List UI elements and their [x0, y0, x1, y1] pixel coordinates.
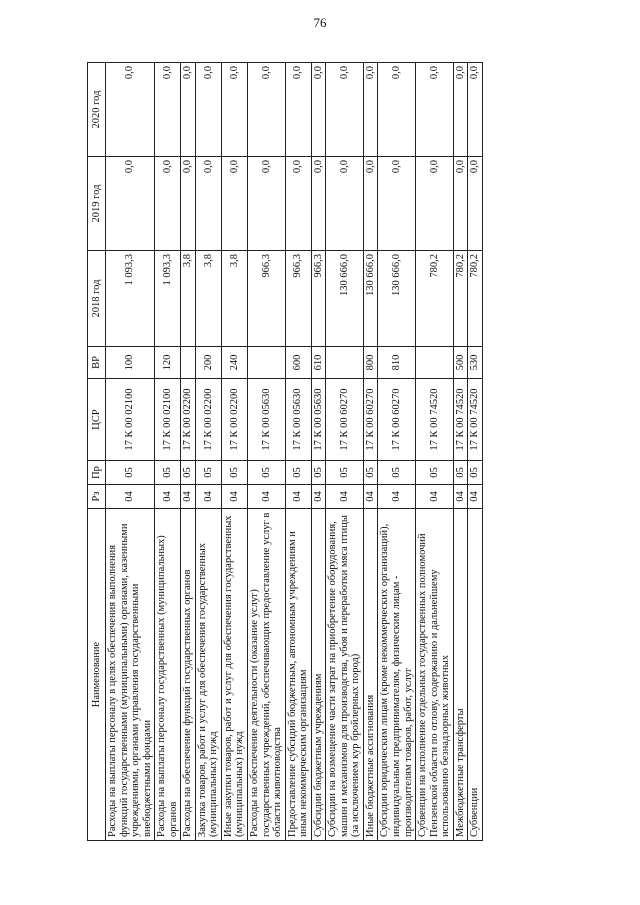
row-2019-cell: 0,0 — [195, 157, 221, 251]
page-number: 76 — [313, 15, 327, 30]
row-rz-cell: 04 — [155, 485, 181, 509]
row-2019-cell: 0,0 — [106, 157, 155, 251]
row-name-cell: Субвенции на исполнение отдельных государственных полномочий Пензенской области по отлову, содержанию и дальнейшему использованию безнадзорных животных — [416, 509, 454, 841]
row-rz-cell: 04 — [378, 485, 416, 509]
row-pr-cell: 05 — [248, 461, 286, 485]
row-pr-cell: 05 — [378, 461, 416, 485]
row-2019-cell: 0,0 — [221, 157, 247, 251]
row-vr-cell: 120 — [155, 347, 181, 379]
table-row — [285, 63, 311, 841]
row-rz-cell: 04 — [221, 485, 247, 509]
table-row — [416, 63, 454, 841]
row-2018-cell: 3,8 — [181, 251, 196, 347]
table-body — [106, 63, 483, 841]
row-rz-cell: 04 — [285, 485, 311, 509]
row-2019-cell: 0,0 — [181, 157, 196, 251]
row-name-cell: Субсидии на возмещение части затрат на приобретение оборудования, машин и механизмов для производства, убоя и переработки мяса птицы (за исключением кур бройлерных пород) — [326, 509, 364, 841]
row-csr-cell: 17 К 00 02200 — [221, 379, 247, 461]
row-pr-cell: 05 — [363, 461, 378, 485]
row-rz-cell: 04 — [195, 485, 221, 509]
header-2020: 2020 год — [88, 63, 106, 157]
row-pr-cell: 05 — [311, 461, 326, 485]
row-csr-cell: 17 К 00 05630 — [285, 379, 311, 461]
row-name-cell: Закупка товаров, работ и услуг для обеспечения государственных (муниципальных) нужд — [195, 509, 221, 841]
row-2020-cell: 0,0 — [378, 63, 416, 157]
rotated-table-container — [87, 63, 547, 841]
row-pr-cell: 05 — [416, 461, 454, 485]
row-name-cell: Предоставление субсидий бюджетным, автономным учреждениям и иным некоммерческим организациям — [285, 509, 311, 841]
row-csr-cell: 17 К 00 74520 — [468, 379, 483, 461]
row-csr-cell: 17 К 00 02100 — [106, 379, 155, 461]
row-csr-cell: 17 К 00 05630 — [248, 379, 286, 461]
row-rz-cell: 04 — [181, 485, 196, 509]
row-2020-cell: 0,0 — [195, 63, 221, 157]
row-vr-cell — [181, 347, 196, 379]
row-name-cell: Субсидии бюджетным учреждениям — [311, 509, 326, 841]
row-csr-cell: 17 К 00 60270 — [326, 379, 364, 461]
row-2018-cell: 130 666,0 — [326, 251, 364, 347]
table-row — [311, 63, 326, 841]
row-vr-cell: 240 — [221, 347, 247, 379]
header-name: Наименование — [88, 509, 106, 841]
row-vr-cell: 810 — [378, 347, 416, 379]
row-pr-cell: 05 — [326, 461, 364, 485]
row-2018-cell: 966,3 — [311, 251, 326, 347]
table-row — [181, 63, 196, 841]
row-2018-cell: 966,3 — [285, 251, 311, 347]
row-name-cell: Расходы на выплаты персоналу государственных (муниципальных) органов — [155, 509, 181, 841]
row-name-cell: Иные бюджетные ассигнования — [363, 509, 378, 841]
row-pr-cell: 05 — [195, 461, 221, 485]
row-csr-cell: 17 К 00 05630 — [311, 379, 326, 461]
row-2019-cell: 0,0 — [155, 157, 181, 251]
row-pr-cell: 05 — [155, 461, 181, 485]
row-pr-cell: 05 — [453, 461, 468, 485]
row-2019-cell: 0,0 — [311, 157, 326, 251]
row-pr-cell: 05 — [106, 461, 155, 485]
row-vr-cell: 600 — [285, 347, 311, 379]
table-row — [221, 63, 247, 841]
row-2020-cell: 0,0 — [416, 63, 454, 157]
row-2018-cell: 780,2 — [468, 251, 483, 347]
row-vr-cell: 530 — [468, 347, 483, 379]
table-row — [378, 63, 416, 841]
row-2018-cell: 3,8 — [221, 251, 247, 347]
row-csr-cell: 17 К 00 60270 — [378, 379, 416, 461]
row-2020-cell: 0,0 — [155, 63, 181, 157]
header-row — [88, 63, 106, 841]
header-pr: Пр — [88, 461, 106, 485]
header-rz: Рз — [88, 485, 106, 509]
row-2019-cell: 0,0 — [248, 157, 286, 251]
table-row — [106, 63, 155, 841]
row-vr-cell — [248, 347, 286, 379]
row-2020-cell: 0,0 — [285, 63, 311, 157]
row-2020-cell: 0,0 — [326, 63, 364, 157]
row-2018-cell: 130 666,0 — [363, 251, 378, 347]
row-2019-cell: 0,0 — [326, 157, 364, 251]
row-rz-cell: 04 — [416, 485, 454, 509]
table-row — [195, 63, 221, 841]
row-vr-cell: 610 — [311, 347, 326, 379]
table-row — [363, 63, 378, 841]
row-2020-cell: 0,0 — [221, 63, 247, 157]
row-2019-cell: 0,0 — [453, 157, 468, 251]
row-name-cell: Субвенции — [468, 509, 483, 841]
row-name-cell: Субсидии юридическим лицам (кроме некоммерческих организаций), индивидуальным предпринимателям, физическим лицам - производителям товаров, работ, услуг — [378, 509, 416, 841]
row-2018-cell: 3,8 — [195, 251, 221, 347]
row-pr-cell: 05 — [285, 461, 311, 485]
row-rz-cell: 04 — [468, 485, 483, 509]
row-name-cell: Расходы на обеспечение функций государственных органов — [181, 509, 196, 841]
row-2020-cell: 0,0 — [181, 63, 196, 157]
row-csr-cell: 17 К 00 74520 — [416, 379, 454, 461]
row-2019-cell: 0,0 — [363, 157, 378, 251]
row-rz-cell: 04 — [363, 485, 378, 509]
row-2018-cell: 966,3 — [248, 251, 286, 347]
row-2020-cell: 0,0 — [106, 63, 155, 157]
row-2020-cell: 0,0 — [453, 63, 468, 157]
table-header — [88, 63, 106, 841]
row-vr-cell: 500 — [453, 347, 468, 379]
row-2018-cell: 780,2 — [416, 251, 454, 347]
row-rz-cell: 04 — [453, 485, 468, 509]
row-vr-cell: 800 — [363, 347, 378, 379]
row-2020-cell: 0,0 — [468, 63, 483, 157]
row-csr-cell: 17 К 00 60270 — [363, 379, 378, 461]
row-2020-cell: 0,0 — [363, 63, 378, 157]
row-2019-cell: 0,0 — [468, 157, 483, 251]
header-2019: 2019 год — [88, 157, 106, 251]
table-row — [155, 63, 181, 841]
budget-table — [87, 62, 483, 841]
header-csr: ЦСР — [88, 379, 106, 461]
row-2018-cell: 1 093,3 — [155, 251, 181, 347]
row-rz-cell: 04 — [311, 485, 326, 509]
table-row — [248, 63, 286, 841]
row-2020-cell: 0,0 — [248, 63, 286, 157]
row-csr-cell: 17 К 00 02200 — [195, 379, 221, 461]
row-vr-cell: 100 — [106, 347, 155, 379]
row-name-cell: Иные закупки товаров, работ и услуг для обеспечения государственных (муниципальных) нужд — [221, 509, 247, 841]
row-name-cell: Расходы на обеспечение деятельности (оказание услуг) государственных учреждений, обеспечивающих предоставление услуг в области животноводства — [248, 509, 286, 841]
row-vr-cell — [326, 347, 364, 379]
row-2018-cell: 1 093,3 — [106, 251, 155, 347]
header-2018: 2018 год — [88, 251, 106, 347]
header-vr: ВР — [88, 347, 106, 379]
row-pr-cell: 05 — [181, 461, 196, 485]
row-rz-cell: 04 — [248, 485, 286, 509]
row-pr-cell: 05 — [468, 461, 483, 485]
row-2019-cell: 0,0 — [378, 157, 416, 251]
table-row — [453, 63, 468, 841]
row-pr-cell: 05 — [221, 461, 247, 485]
row-2018-cell: 780,2 — [453, 251, 468, 347]
row-rz-cell: 04 — [326, 485, 364, 509]
row-csr-cell: 17 К 00 02200 — [181, 379, 196, 461]
row-name-cell: Межбюджетные трансферты — [453, 509, 468, 841]
table-row — [326, 63, 364, 841]
row-vr-cell: 200 — [195, 347, 221, 379]
row-name-cell: Расходы на выплаты персоналу в целях обеспечения выполнения функций государственными (муниципальными) органами, казенными учреждениями, органами управления государственными внебюджетными фондами — [106, 509, 155, 841]
table-row — [468, 63, 483, 841]
row-rz-cell: 04 — [106, 485, 155, 509]
row-2020-cell: 0,0 — [311, 63, 326, 157]
row-csr-cell: 17 К 00 74520 — [453, 379, 468, 461]
row-2019-cell: 0,0 — [416, 157, 454, 251]
row-2018-cell: 130 666,0 — [378, 251, 416, 347]
row-vr-cell — [416, 347, 454, 379]
row-csr-cell: 17 К 00 02100 — [155, 379, 181, 461]
row-2019-cell: 0,0 — [285, 157, 311, 251]
